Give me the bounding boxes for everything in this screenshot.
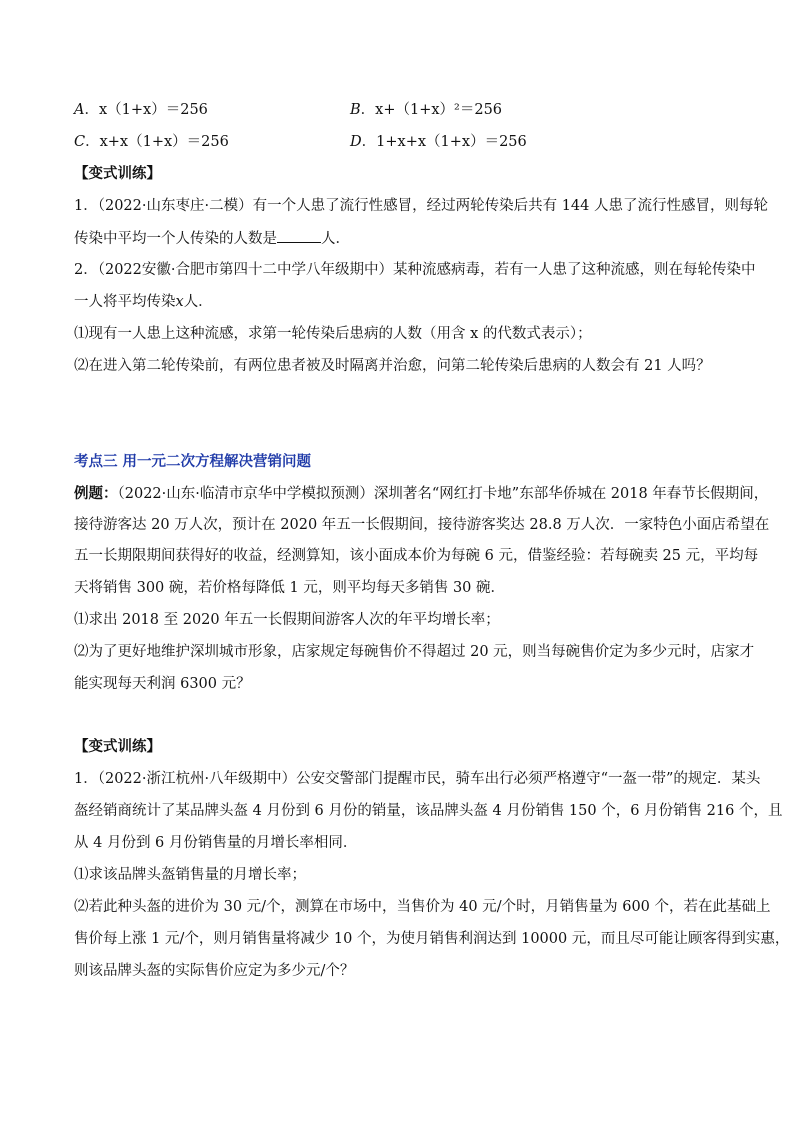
sub-question: ⑴求出 2018 至 2020 年五一长假期间游客人次的年平均增长率；	[74, 612, 500, 628]
example-line: 天将销售 300 碗，若价格每降低 1 元，则平均每天多销售 30 碗．	[74, 580, 506, 596]
sub-question: 则该品牌头盔的实际售价应定为多少元/个？	[74, 963, 355, 979]
question-line	[74, 292, 213, 312]
question-line: 1．（2022·山东枣庄·二模）有一个人患了流行性感冒，经过两轮传染后共有 144 人患了流行性感冒，则每轮	[74, 198, 768, 214]
section-heading: 考点三 用一元二次方程解决营销问题	[74, 454, 312, 470]
practice-title: 【变式训练】	[74, 738, 161, 755]
question-line: 从 4 月份到 6 月份销售量的月增长率相同．	[74, 835, 358, 851]
question-line: 2．（2022安徽·合肥市第四十二中学八年级期中）某种流感病毒，若有一人患了这种流感，则在每轮传染中	[74, 262, 756, 278]
option-text: ．x+x（1+x）＝256	[85, 134, 229, 150]
question-line: 1．（2022·浙江杭州·八年级期中）公安交警部门提醒市民，骑车出行必须严格遵守“一盔一带”的规定．某头	[74, 771, 761, 787]
option-letter: C	[74, 134, 86, 150]
question-text: 一人将平均传染	[74, 294, 176, 310]
option-text: ．x+（1+x）²＝256	[360, 102, 503, 118]
sub-question: ⑵为了更好地维护深圳城市形象，店家规定每碗售价不得超过 20 元，则当每碗售价定为多少元时，店家才	[74, 644, 755, 660]
example-label: 例题：	[74, 485, 118, 502]
example-text: （2022·山东·临清市京华中学模拟预测）深圳著名“网红打卡地”东部华侨城在 2018 年春节长假期间，	[117, 486, 769, 502]
sub-question: ⑵在进入第二轮传染前，有两位患者被及时隔离并治愈，问第二轮传染后患病的人数会有 21 人吗？	[74, 358, 711, 374]
sub-question: ⑴现有一人患上这种流感，求第一轮传染后患病的人数（用含 x 的代数式表示）；	[74, 326, 592, 342]
question-line: 盔经销商统计了某品牌头盔 4 月份到 6 月份的销量，该品牌头盔 4 月份销售 150 个，6 月份销售 216 个，且	[74, 803, 783, 819]
option-letter: B	[350, 102, 361, 118]
option-text: ．1+x+x（1+x）＝256	[361, 134, 527, 150]
answer-blank[interactable]	[277, 228, 321, 243]
example-line: 接待游客达 20 万人次，预计在 2020 年五一长假期间，接待游客奖达 28.8 万人次．一家特色小面店希望在	[74, 517, 770, 533]
option-d[interactable]	[350, 132, 527, 152]
practice-title: 【变式训练】	[74, 165, 161, 182]
option-a[interactable]	[74, 100, 208, 120]
question-text: 人．	[183, 294, 213, 310]
sub-question: ⑵若此种头盔的进价为 30 元/个，测算在市场中，当售价为 40 元/个时，月销售量为 600 个，若在此基础上	[74, 899, 771, 915]
variable-x: x	[175, 294, 184, 310]
sub-question: 售价每上涨 1 元/个，则月销售量将减少 10 个，为使月销售利润达到 10000 元，而且尽可能让顾客得到实惠，	[74, 931, 790, 947]
option-b[interactable]	[350, 100, 502, 120]
sub-question: 能实现每天利润 6300 元？	[74, 676, 251, 692]
question-line	[74, 228, 350, 249]
sub-question: ⑴求该品牌头盔销售量的月增长率；	[74, 867, 306, 883]
example-line: 五一长期限期间获得好的收益，经测算知，该小面成本价为每碗 6 元，借鉴经验：若每碗卖 25 元，平均每	[74, 548, 759, 564]
question-text: 传染中平均一个人传染的人数是	[74, 231, 277, 247]
example-line	[74, 484, 768, 504]
option-c[interactable]	[74, 132, 229, 152]
option-letter: A	[74, 102, 85, 118]
question-text: 人．	[321, 231, 350, 247]
option-text: ．x（1+x）＝256	[84, 102, 208, 118]
option-letter: D	[350, 134, 362, 150]
